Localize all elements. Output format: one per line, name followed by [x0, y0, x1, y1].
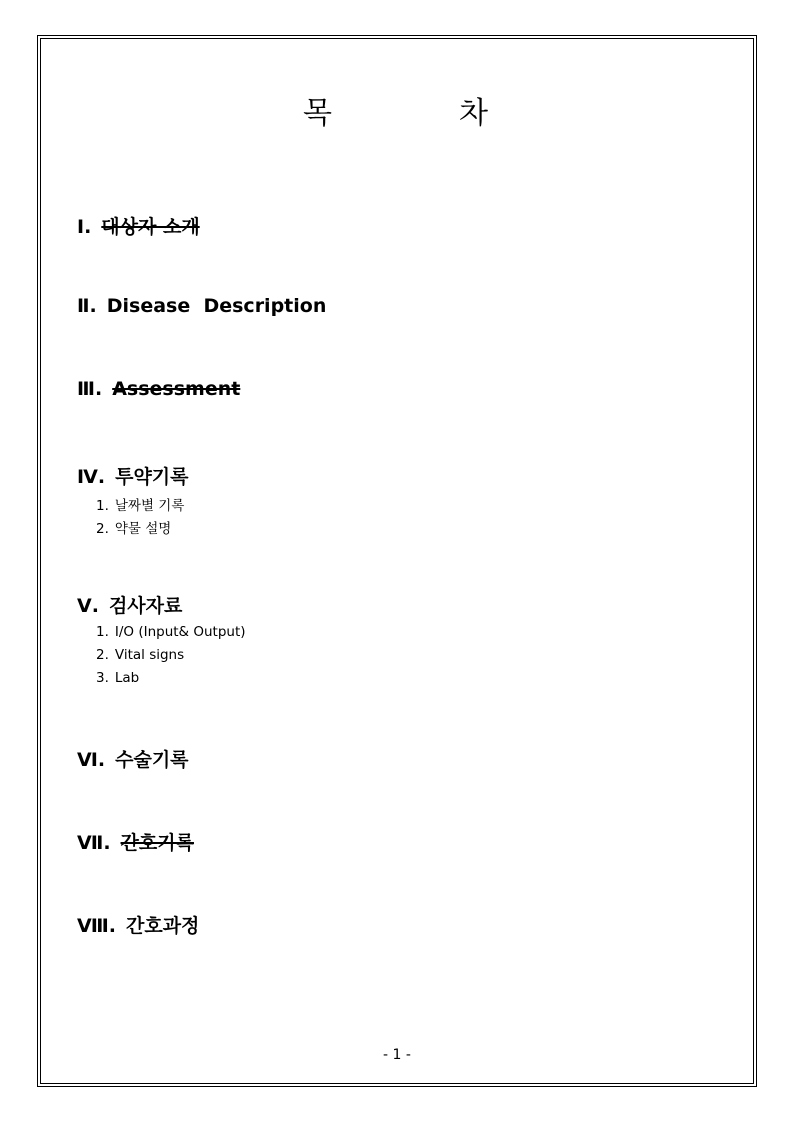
toc-subitem-text: 약물 설명 — [114, 521, 172, 537]
toc-subitem-number: 1. — [96, 498, 109, 514]
toc-section-1 — [77, 212, 200, 239]
toc-section-number: Ⅶ. — [77, 832, 111, 854]
toc-section-number: Ⅵ. — [77, 749, 106, 771]
toc-section-4 — [77, 462, 189, 489]
toc-section-label: Assessment — [112, 378, 241, 400]
toc-subitem — [96, 647, 184, 663]
toc-subitem-text: I/O (Input& Output) — [114, 624, 246, 640]
toc-subitem-number: 3. — [96, 670, 109, 686]
toc-section-number: Ⅰ. — [77, 216, 92, 238]
toc-section-2 — [77, 295, 326, 317]
toc-section-number: Ⅲ. — [77, 378, 103, 400]
toc-section-number: Ⅳ. — [77, 466, 106, 488]
page-title-char-1: 목 — [303, 96, 332, 131]
toc-section-label: Disease Description — [106, 295, 327, 317]
toc-section-number: Ⅴ. — [77, 595, 99, 617]
toc-section-3 — [77, 378, 240, 400]
toc-section-6 — [77, 745, 189, 772]
toc-subitem-text: Vital signs — [114, 647, 185, 663]
toc-subitem — [96, 670, 139, 686]
toc-section-8 — [77, 911, 199, 938]
toc-subitem-number: 2. — [96, 647, 109, 663]
toc-subitem-number: 2. — [96, 521, 109, 537]
toc-section-label: 검사자료 — [108, 595, 183, 617]
toc-section-number: Ⅱ. — [77, 295, 97, 317]
toc-subitem-text: Lab — [114, 670, 140, 686]
toc-section-label: 대상자 소개 — [101, 216, 200, 238]
toc-section-7 — [77, 828, 194, 855]
toc-section-5 — [77, 591, 182, 618]
toc-subitem — [96, 517, 171, 537]
toc-section-label: 수술기록 — [115, 749, 189, 771]
toc-section-label: 간호기록 — [120, 832, 194, 854]
toc-section-label: 간호과정 — [126, 915, 200, 937]
toc-section-label: 투약기록 — [115, 466, 189, 488]
toc-subitem — [96, 494, 184, 514]
page-number: - 1 - — [383, 1047, 411, 1063]
page-title-char-2: 차 — [459, 96, 488, 131]
toc-subitem-text: 날짜별 기록 — [114, 498, 185, 514]
toc-subitem — [96, 624, 246, 640]
toc-section-number: Ⅷ. — [77, 915, 116, 937]
toc-subitem-number: 1. — [96, 624, 109, 640]
